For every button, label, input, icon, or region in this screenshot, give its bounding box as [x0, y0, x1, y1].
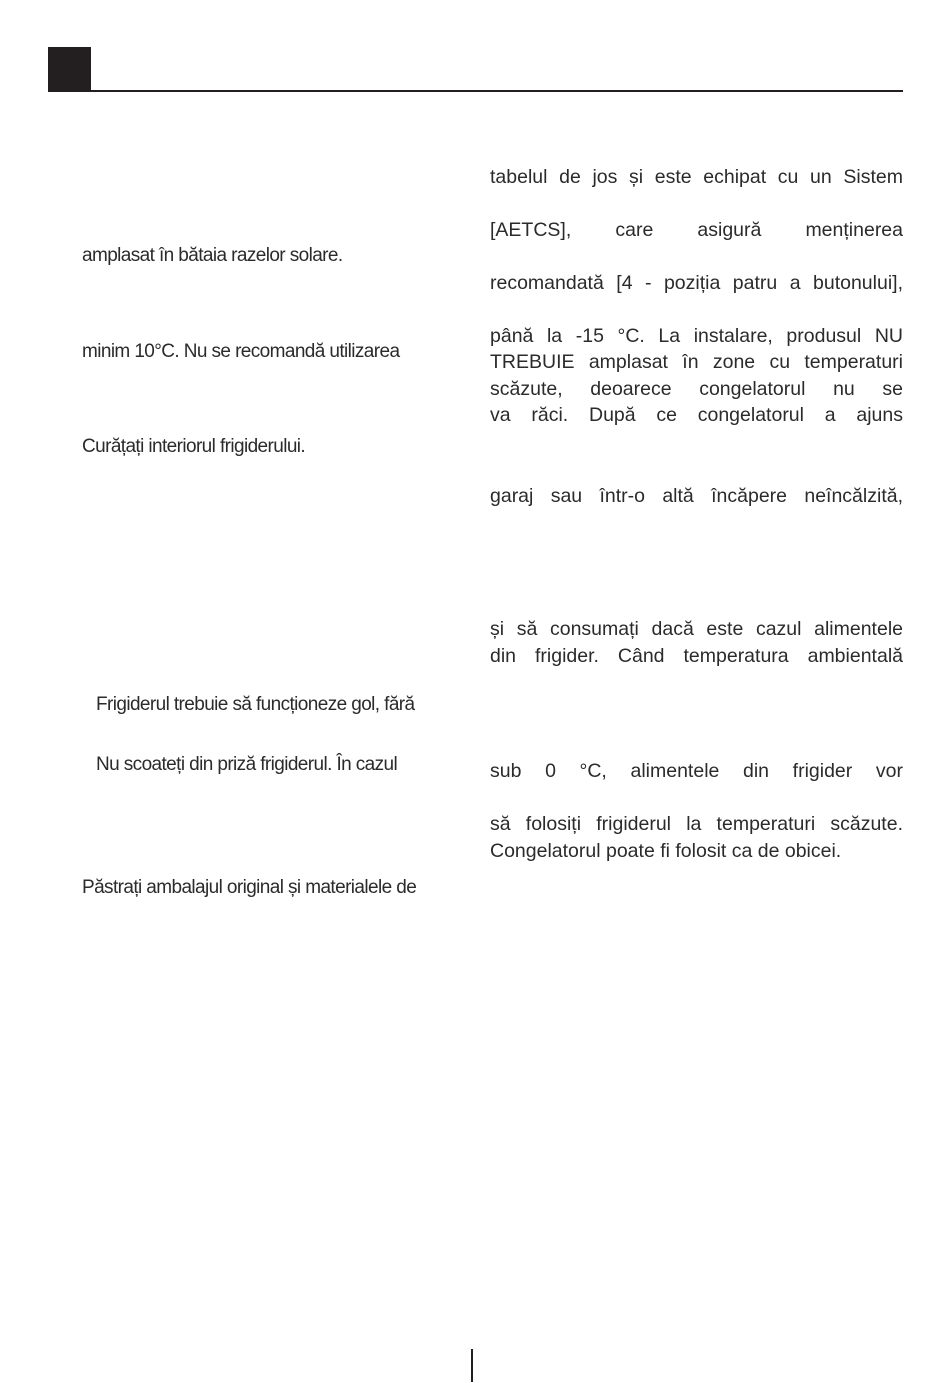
right-line-2: [AETCS], care asigură menținerea	[490, 219, 903, 241]
right-line-5: TREBUIE amplasat în zone cu temperaturi	[490, 351, 903, 373]
left-line-2: minim 10°C. Nu se recomandă utilizarea	[82, 341, 400, 362]
page-number-marker	[471, 1349, 473, 1382]
right-line-4: până la -15 °C. La instalare, produsul NU	[490, 325, 903, 347]
right-line-12: să folosiți frigiderul la temperaturi scăzute.	[490, 813, 903, 835]
right-line-1: tabelul de jos și este echipat cu un Sistem	[490, 166, 903, 188]
section-marker-square	[48, 47, 91, 91]
left-line-6: Păstrați ambalajul original și materialele de	[82, 877, 417, 898]
header-rule	[48, 90, 903, 92]
right-line-6: scăzute, deoarece congelatorul nu se	[490, 378, 903, 400]
left-line-5: Nu scoateți din priză frigiderul. În cazul	[96, 754, 398, 775]
right-line-7: va răci. După ce congelatorul a ajuns	[490, 404, 903, 426]
right-line-3: recomandată [4 - poziția patru a butonului],	[490, 272, 903, 294]
right-line-10: din frigider. Când temperatura ambientală	[490, 645, 903, 667]
right-line-8: garaj sau într-o altă încăpere neîncălzită,	[490, 485, 903, 507]
left-line-3: Curățați interiorul frigiderului.	[82, 436, 306, 457]
left-line-1: amplasat în bătaia razelor solare.	[82, 245, 343, 266]
left-line-4: Frigiderul trebuie să funcționeze gol, fără	[96, 694, 415, 715]
right-line-13: Congelatorul poate fi folosit ca de obicei.	[490, 840, 842, 862]
right-line-9: și să consumați dacă este cazul alimentele	[490, 618, 903, 640]
right-line-11: sub 0 °C, alimentele din frigider vor	[490, 760, 903, 782]
